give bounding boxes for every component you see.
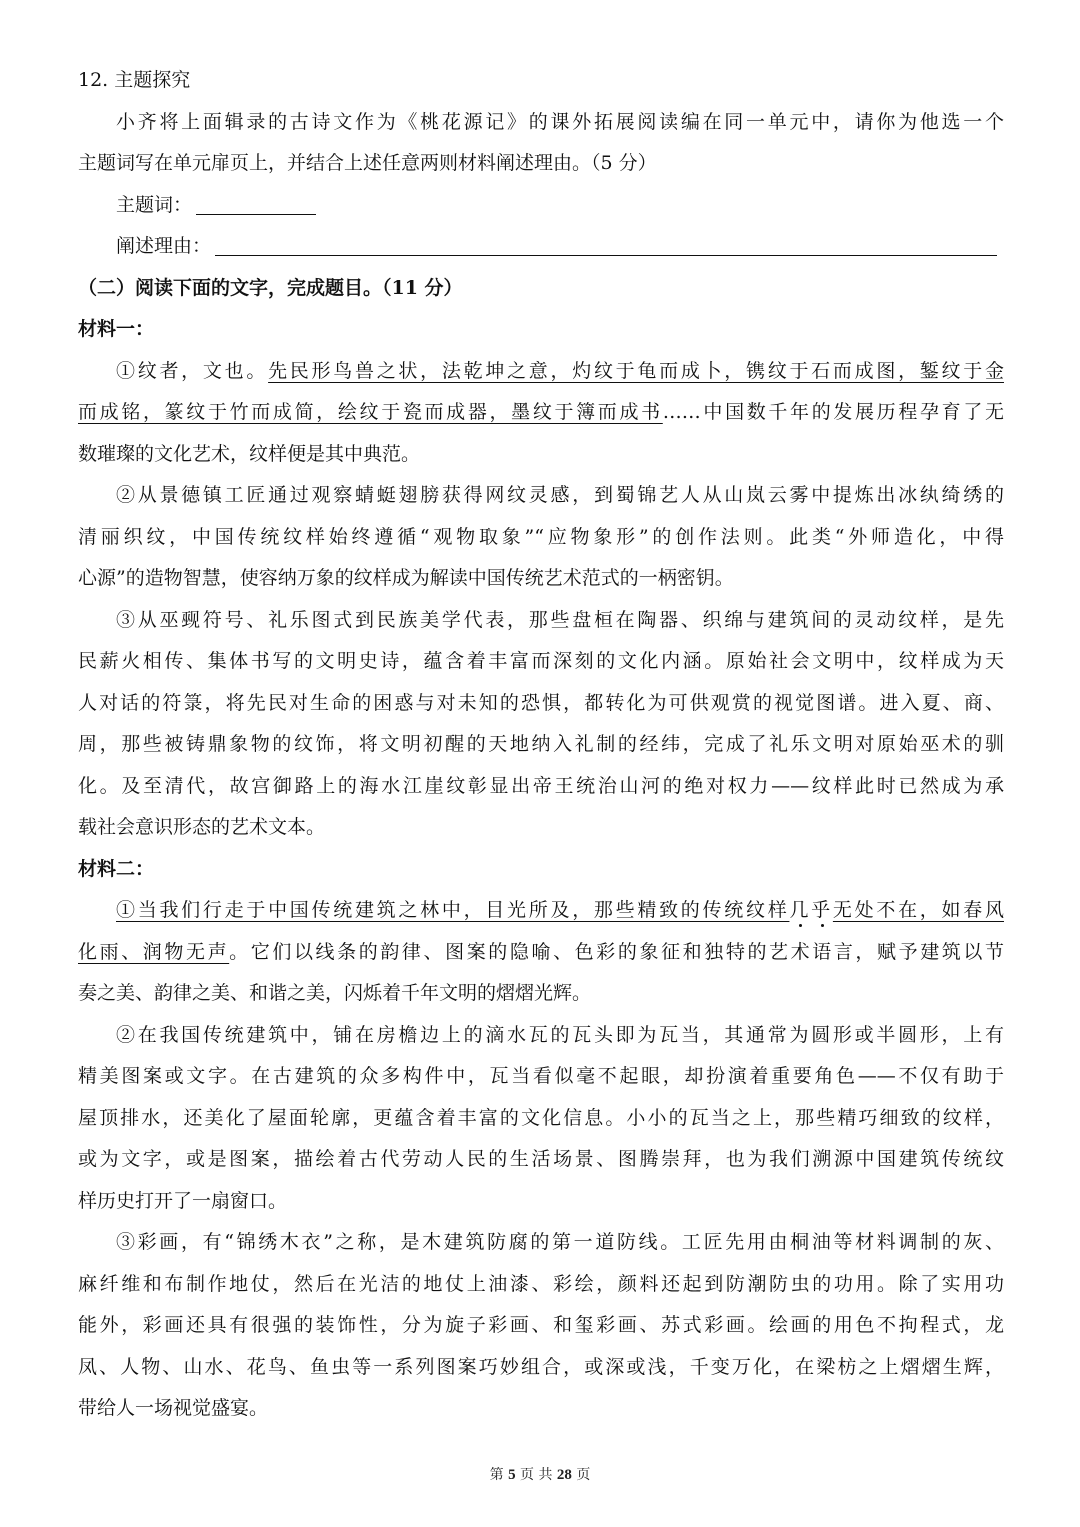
reason-label: 阐述理由： <box>116 235 212 257</box>
material-2-p3-line-4: 凤、人物、山水、花鸟、鱼虫等一系列图案巧妙组合，或深或浅，千变万化，在梁枋之上熠熠生辉， <box>78 1355 1004 1378</box>
footer-total-pages: 28 <box>556 1467 572 1483</box>
material-1-p2-line-2: 清丽织纹，中国传统纹样始终遵循“观物取象”“应物象形”的创作法则。此类“外师造化，中得 <box>78 525 1004 548</box>
material-1-p3-line-3: 人对话的符箓，将先民对生命的困惑与对未知的恐惧，都转化为可供观赏的视觉图谱。进入夏、商、 <box>78 691 1004 714</box>
material-2-p1-line-3: 奏之美、韵律之美、和谐之美，闪烁着千年文明的熠熠光辉。 <box>78 982 592 1004</box>
question-12-title: 12. 主题探究 <box>78 69 191 91</box>
material-1-p2-line-3: 心源”的造物智慧，使容纳万象的纹样成为解读中国传统艺术范式的一柄密钥。 <box>78 567 734 589</box>
material-2-p3-line-1: ③彩画，有“锦绣木衣”之称，是木建筑防腐的第一道防线。工匠先用由桐油等材料调制的灰、 <box>116 1231 1004 1253</box>
page-footer <box>0 1464 1080 1484</box>
material-1-p1-lead: ①纹者，文也。 <box>116 359 269 382</box>
material-1-p1-tail: ……中国数千年的发展历程孕育了无 <box>662 401 1004 423</box>
material-2-p3-line-3: 能外，彩画还具有很强的装饰性，分为旋子彩画、和玺彩画、苏式彩画。绘画的用色不拘程式，龙 <box>78 1314 1004 1336</box>
reason-row <box>78 226 1004 268</box>
footer-pre: 第 <box>489 1467 504 1483</box>
section-2-heading: （二）阅读下面的文字，完成题目。（11 分） <box>78 276 463 299</box>
footer-mid: 页 共 <box>520 1467 553 1483</box>
question-12-prompt-line-1: 小齐将上面辑录的古诗文作为《桃花源记》的课外拓展阅读编在同一单元中，请你为他选一个 <box>116 110 1004 133</box>
material-2-p3-line-5: 带给人一场视觉盛宴。 <box>78 1397 269 1419</box>
question-12-prompt-line-2: 主题词写在单元扉页上，并结合上述任意两则材料阐述理由。（5 分） <box>78 152 657 174</box>
material-2-p1-line-1 <box>78 890 1004 932</box>
material-2-p2-line-2: 精美图案或文字。在古建筑的众多构件中，瓦当看似毫不起眼，却扮演着重要角色——不仅有助于 <box>78 1065 1004 1087</box>
underlined-sentence-part-1: 先民形鸟兽之状，法乾坤之意，灼纹于龟而成卜，镌纹于石而成图，錾纹于金 <box>268 359 1004 382</box>
material-2-label: 材料二： <box>78 857 155 880</box>
theme-word-row <box>78 185 1004 227</box>
material-1-p1-line-1 <box>78 351 1004 393</box>
material-2-p1-tail: 。它们以线条的韵律、图案的隐喻、色彩的象征和独特的艺术语言，赋予建筑以节 <box>229 940 1004 963</box>
material-2-p2-line-1: ②在我国传统建筑中，铺在房檐边上的滴水瓦的瓦头即为瓦当，其通常为圆形或半圆形，上有 <box>116 1023 1004 1046</box>
material-2-p2-line-5: 样历史打开了一扇窗口。 <box>78 1189 288 1212</box>
material-2-p2-line-3: 屋顶排水，还美化了屋面轮廓，更蕴含着丰富的文化信息。小小的瓦当之上，那些精巧细致的纹样， <box>78 1106 1004 1129</box>
material-1-p3-line-1: ③从巫觋符号、礼乐图式到民族美学代表，那些盘桓在陶器、织绵与建筑间的灵动纹样，是先 <box>116 608 1004 631</box>
material-1-label: 材料一： <box>78 318 155 340</box>
underlined-sentence-c: 化雨、润物无声 <box>78 940 230 963</box>
underlined-sentence-part-2: 而成铭，篆纹于竹而成简，绘纹于瓷而成器，墨纹于簿而成书 <box>78 401 663 423</box>
underlined-sentence-a: ①当我们行走于中国传统建筑之林中，目光所及，那些精致的传统纹样 <box>116 899 790 921</box>
material-1-p3-line-6: 载社会意识形态的艺术文本。 <box>78 816 326 838</box>
material-2-p1-line-2 <box>78 932 1004 974</box>
material-1-p1-line-3: 数璀璨的文化艺术，纹样便是其中典范。 <box>78 442 421 465</box>
material-1-p1-line-2 <box>78 392 1004 434</box>
theme-word-blank[interactable] <box>196 192 316 215</box>
material-1-p3-line-2: 民薪火相传、集体书写的文明史诗，蕴含着丰富而深刻的文化内涵。原始社会文明中，纹样成为天 <box>78 650 1004 672</box>
dotted-char-hu: 乎 <box>811 899 833 921</box>
material-2-p3-line-2: 麻纤维和布制作地仗，然后在光洁的地仗上油漆、彩绘，颜料还起到防潮防虫的功用。除了实用功 <box>78 1272 1004 1295</box>
theme-word-label: 主题词： <box>116 193 193 216</box>
page-content <box>78 60 1004 1430</box>
reason-blank[interactable] <box>215 233 997 256</box>
material-1-p2-line-1: ②从景德镇工匠通过观察蜻蜓翅膀获得网纹灵感，到蜀锦艺人从山岚云雾中提炼出冰纨绮绣的 <box>116 484 1004 506</box>
underlined-sentence-b: 无处不在，如春风 <box>832 899 1004 921</box>
material-2-p2-line-4: 或为文字，或是图案，描绘着古代劳动人民的生活场景、图腾崇拜，也为我们溯源中国建筑传统纹 <box>78 1148 1004 1170</box>
dotted-char-ji: 几 <box>789 899 812 921</box>
material-1-p3-line-4: 周，那些被铸鼎象物的纹饰，将文明初醒的天地纳入礼制的经纬，完成了礼乐文明对原始巫术的驯 <box>78 733 1004 755</box>
material-1-p3-line-5: 化。及至清代，故宫御路上的海水江崖纹彰显出帝王统治山河的绝对权力——纹样此时已然成为承 <box>78 774 1004 797</box>
footer-post: 页 <box>576 1467 591 1483</box>
footer-page-number: 5 <box>508 1467 516 1483</box>
